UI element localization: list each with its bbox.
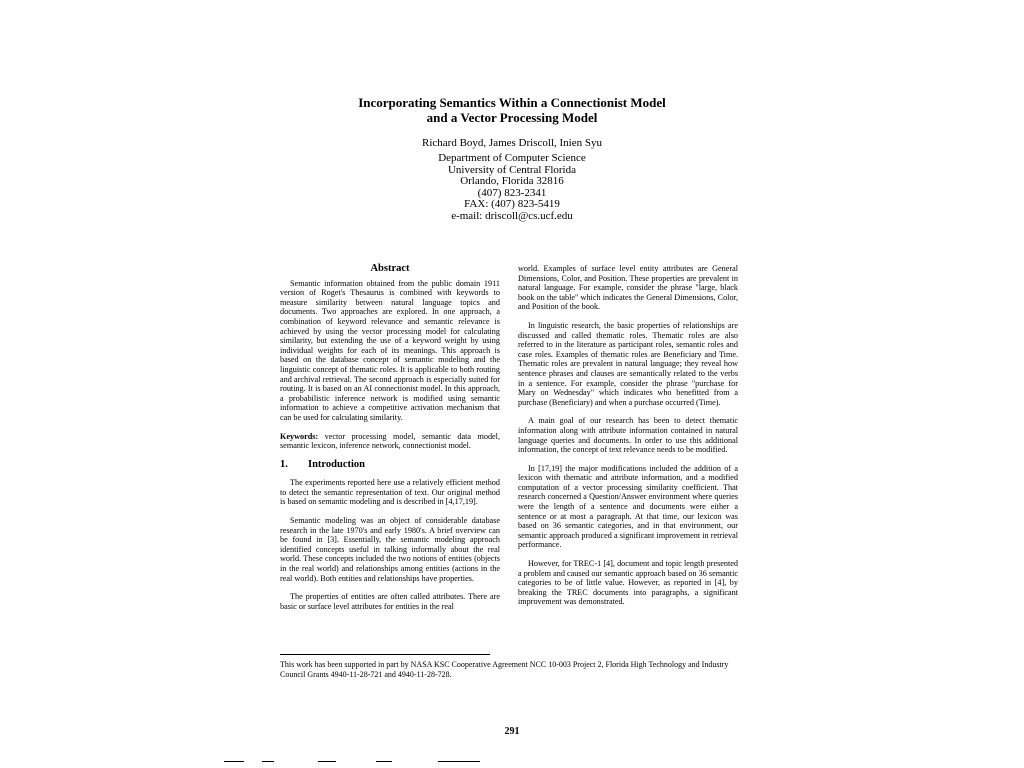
paper-title-line-2: and a Vector Processing Model bbox=[426, 110, 598, 125]
affiliation-phone: (407) 823-2341 bbox=[477, 186, 547, 199]
left-column bbox=[280, 264, 500, 620]
right-paragraph-1: world. Examples of surface level entity attributes are General Dimensions, Color, and Position. These properties are prevalent in natural language. For example, consider the phrase "large, black book on the table" which indicates the General Dimensions, Color, and Position of the book. bbox=[518, 264, 738, 312]
right-paragraph-3: A main goal of our research has been to detect thematic information along with attribute information contained in natural language queries and documents. In order to use this additional information, the concept of text relevance needs to be modified. bbox=[518, 416, 738, 455]
affiliation-city: Orlando, Florida 32816 bbox=[460, 175, 564, 188]
affiliation-department: Department of Computer Science bbox=[438, 152, 586, 164]
author-list: Richard Boyd, James Driscoll, Inien Syu bbox=[422, 137, 602, 149]
keywords-label: Keywords: bbox=[280, 431, 319, 441]
section-number: 1. bbox=[280, 458, 288, 470]
affiliation-university: University of Central Florida bbox=[447, 163, 576, 176]
keywords-text: vector processing model, semantic data model, semantic lexicon, inference network, connectionist model. bbox=[280, 431, 500, 451]
funding-footnote: This work has been supported in part by NASA KSC Cooperative Agreement NCC 10-003 Project 2, Florida High Technology and Industry Council Grants 4940-11-28-721 and 4940-11-28-728. bbox=[280, 660, 729, 679]
abstract-heading: Abstract bbox=[370, 263, 410, 274]
right-paragraph-4: In [17,19] the major modifications included the addition of a lexicon with thematic and attribute information, and a modified computation of a vector processing similarity coefficient. That research concerned a Question/Answer environment where queries were the length of a sentence and documents were either a sentence or at most a paragraph. At that time, our lexicon was based on 36 semantic categories, and in that environment, our semantic approach produced a significant improvement in retrieval performance. bbox=[518, 463, 738, 550]
scan-artifact-mark bbox=[318, 761, 336, 762]
affiliation-fax: FAX: (407) 823-5419 bbox=[464, 198, 560, 211]
affiliation-email: e-mail: driscoll@cs.ucf.edu bbox=[451, 210, 573, 222]
introduction-heading bbox=[280, 460, 500, 470]
scan-artifact-mark bbox=[262, 761, 274, 762]
keywords-line bbox=[280, 432, 500, 451]
right-paragraph-2: In linguistic research, the basic properties of relationships are discussed and called thematic roles. Thematic roles are also referred to in the literature as participant roles, semantic roles and case roles. Examples of thematic roles are Beneficiary and Time. Thematic roles are prevalent in natural language; they reveal how sentence phrases and clauses are semantically related to the verbs in a sentence. For example, consider the phrase "purchase for Mary on Wednesday" which indicates who benefitted from a purchase (Beneficiary) and when a purchase occurred (Time). bbox=[518, 320, 738, 407]
scan-artifact-mark bbox=[224, 761, 244, 762]
scan-artifact-mark bbox=[376, 761, 392, 762]
right-paragraph-5: However, for TREC-1 [4], document and topic length presented a problem and caused our semantic approach based on 36 semantic categories to be of little value. However, as reported in [4], by breaking the TREC documents into paragraphs, a significant improvement was demonstrated. bbox=[518, 559, 738, 607]
intro-paragraph-2: Semantic modeling was an object of considerable database research in the late 1970's and early 1980's. A brief overview can be found in [3]. Essentially, the semantic modeling approach identified concepts useful in talking informally about the real world. These concepts included the two notions of entities (objects in the real world) and relationships among entities (actions in the real world). Both entities and relationships have properties. bbox=[280, 516, 500, 583]
footnote-divider bbox=[280, 654, 490, 655]
page-number: 291 bbox=[504, 726, 520, 737]
paper-title-line-1: Incorporating Semantics Within a Connectionist Model bbox=[358, 95, 666, 110]
section-title: Introduction bbox=[308, 458, 365, 470]
intro-paragraph-3: The properties of entities are often called attributes. There are basic or surface level attributes for entities in the real bbox=[280, 592, 500, 611]
scan-artifact-mark bbox=[438, 761, 480, 762]
intro-paragraph-1: The experiments reported here use a relatively efficient method to detect the semantic representation of text. Our original method is based on semantic modeling and is described in [4,17,19]. bbox=[280, 478, 500, 507]
abstract-text: Semantic information obtained from the public domain 1911 version of Roget's Thesaurus is combined with keywords to measure similarity between natural language topics and documents. Two approaches are explored. In one approach, a combination of keyword relevance and semantic relevance is achieved by using the vector processing model for calculating similarity, but extending the use of a keyword weight by using individual weights for each of its meanings. This approach is based on the database concept of semantic modeling and the linguistic concept of thematic roles. It is applicable to both routing and archival retrieval. The second approach is especially suited for routing. It is based on an AI connectionist model. In this approach, a probabilistic inference network is modified using semantic information to achieve a competitive activation mechanism that can be used for calculating similarity. bbox=[280, 278, 500, 422]
right-column bbox=[518, 264, 738, 616]
